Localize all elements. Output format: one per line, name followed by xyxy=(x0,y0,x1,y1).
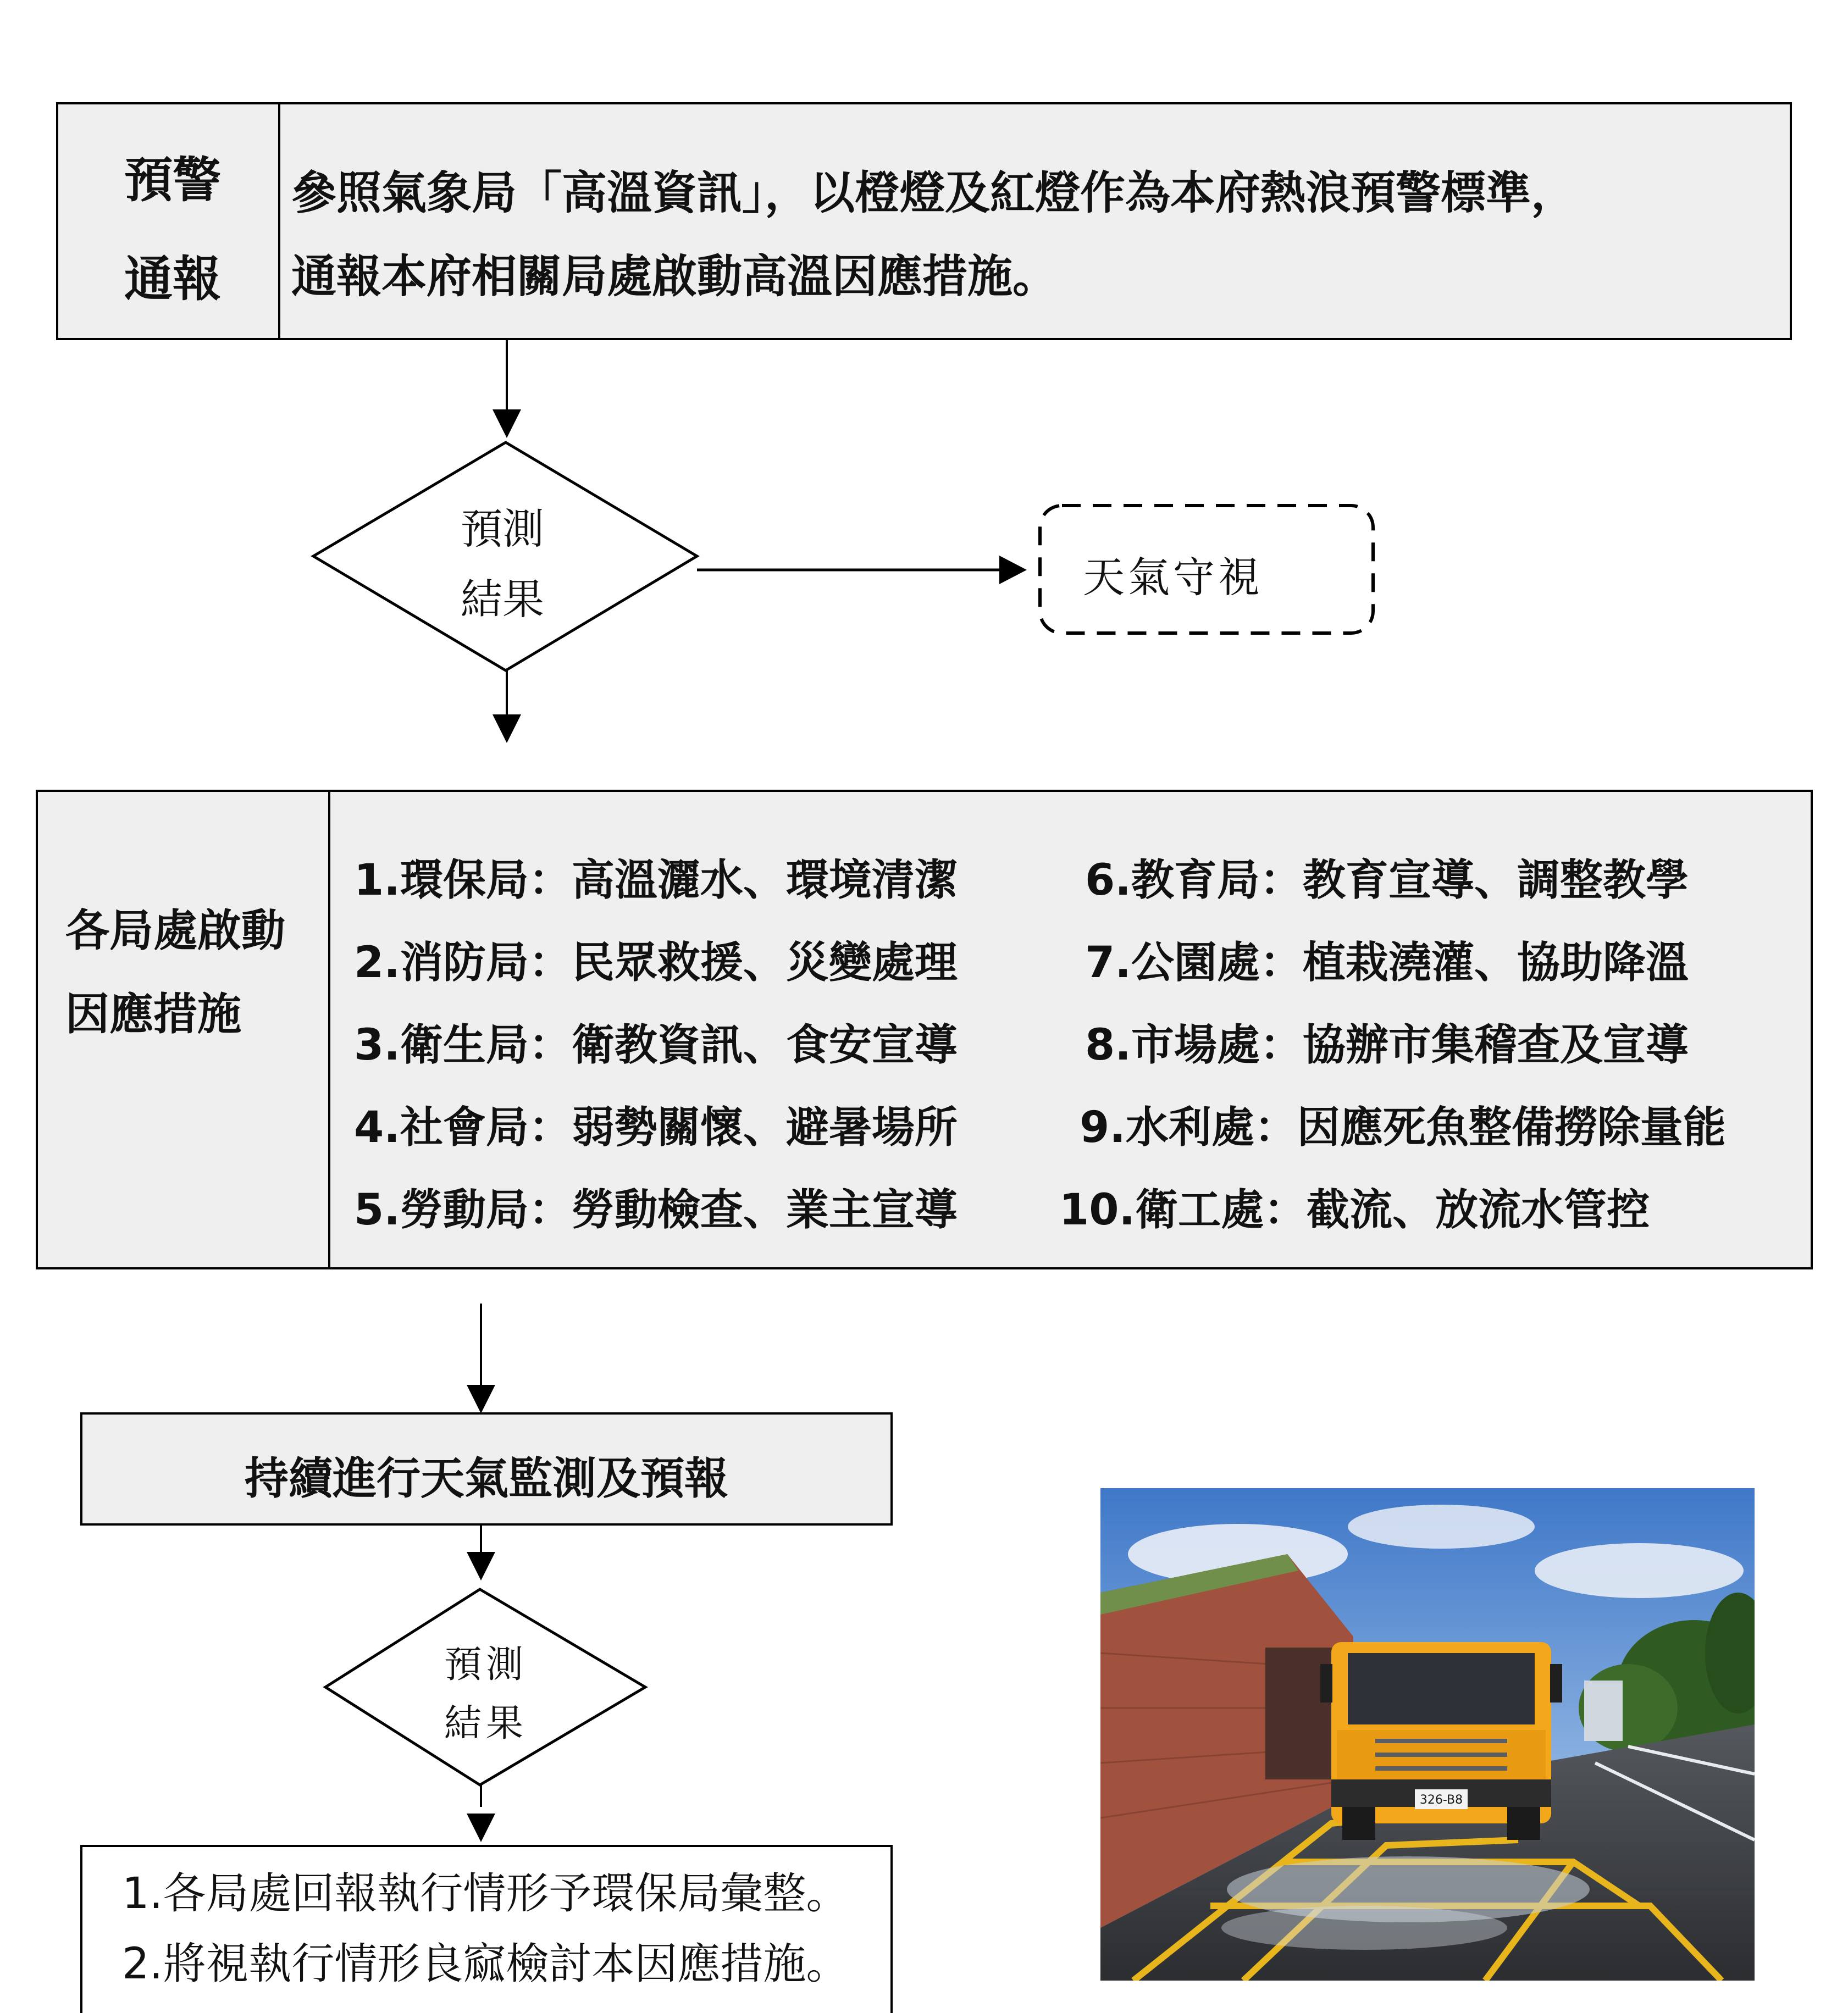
warning-text-line2: 通報本府相關局處啟動高溫因應措施。 xyxy=(291,251,1058,303)
warning-text-line1: 參照氣象局「高溫資訊」，以橙燈及紅燈作為本府熱浪預警標準， xyxy=(291,167,1576,219)
measure-item-5: 5.勞動局：勞動檢查、業主宣導 xyxy=(354,1185,958,1235)
arrow-2 xyxy=(493,714,521,743)
measure-item-3: 3.衛生局：衛教資訊、食安宣導 xyxy=(354,1021,958,1070)
connector-5 xyxy=(480,1785,482,1807)
measure-item-10: 10.衛工處：截流、放流水管控 xyxy=(1059,1185,1650,1235)
decision1-line2: 結果 xyxy=(461,575,544,624)
warning-label-line2: 通報 xyxy=(124,251,222,307)
decision2-line1: 預測 xyxy=(444,1643,528,1687)
sprinkler-truck-photo xyxy=(1100,1488,1755,1981)
measures-label-line1: 各局處啟動 xyxy=(65,905,285,956)
arrow-to-watch xyxy=(999,556,1027,584)
warning-divider xyxy=(278,104,280,338)
arrow-4 xyxy=(467,1552,495,1581)
decision1-line1: 預測 xyxy=(461,504,544,553)
monitor-label: 持續進行天氣監測及預報 xyxy=(245,1453,728,1504)
report-line1: 1.各局處回報執行情形予環保局彙整。 xyxy=(122,1869,849,1918)
measures-box xyxy=(36,790,1813,1269)
report-line2: 2.將視執行情形良窳檢討本因應措施。 xyxy=(122,1939,849,1989)
warning-label-line1: 預警 xyxy=(124,152,222,208)
arrow-3 xyxy=(467,1385,495,1413)
measure-item-1: 1.環保局：高溫灑水、環境清潔 xyxy=(354,856,958,905)
watch-label: 天氣守視 xyxy=(1083,553,1263,602)
warning-box xyxy=(56,102,1792,340)
measure-item-2: 2.消防局：民眾救援、災變處理 xyxy=(354,938,958,988)
report-box xyxy=(80,1845,893,2013)
decision2-line2: 結果 xyxy=(444,1702,528,1745)
measure-item-4: 4.社會局：弱勢關懷、避暑場所 xyxy=(354,1103,958,1152)
monitor-box xyxy=(80,1412,893,1526)
measures-divider xyxy=(328,792,330,1267)
arrow-5 xyxy=(467,1814,495,1842)
measure-item-8: 8.市場處：協辦市集稽查及宣導 xyxy=(1085,1021,1689,1070)
measure-item-6: 6.教育局：教育宣導、調整教學 xyxy=(1085,856,1689,905)
truck-plate: 326-B8 xyxy=(1419,1793,1463,1807)
decision-diagram-1 xyxy=(0,434,1848,742)
measure-item-9: 9.水利處：因應死魚整備撈除量能 xyxy=(1080,1103,1726,1152)
decision-diamond-1 xyxy=(313,442,697,670)
measure-item-7: 7.公園處：植栽澆灌、協助降溫 xyxy=(1085,938,1689,988)
connector-1 xyxy=(506,340,508,412)
measures-label-line2: 因應措施 xyxy=(65,989,241,1040)
connector-3 xyxy=(480,1304,482,1391)
